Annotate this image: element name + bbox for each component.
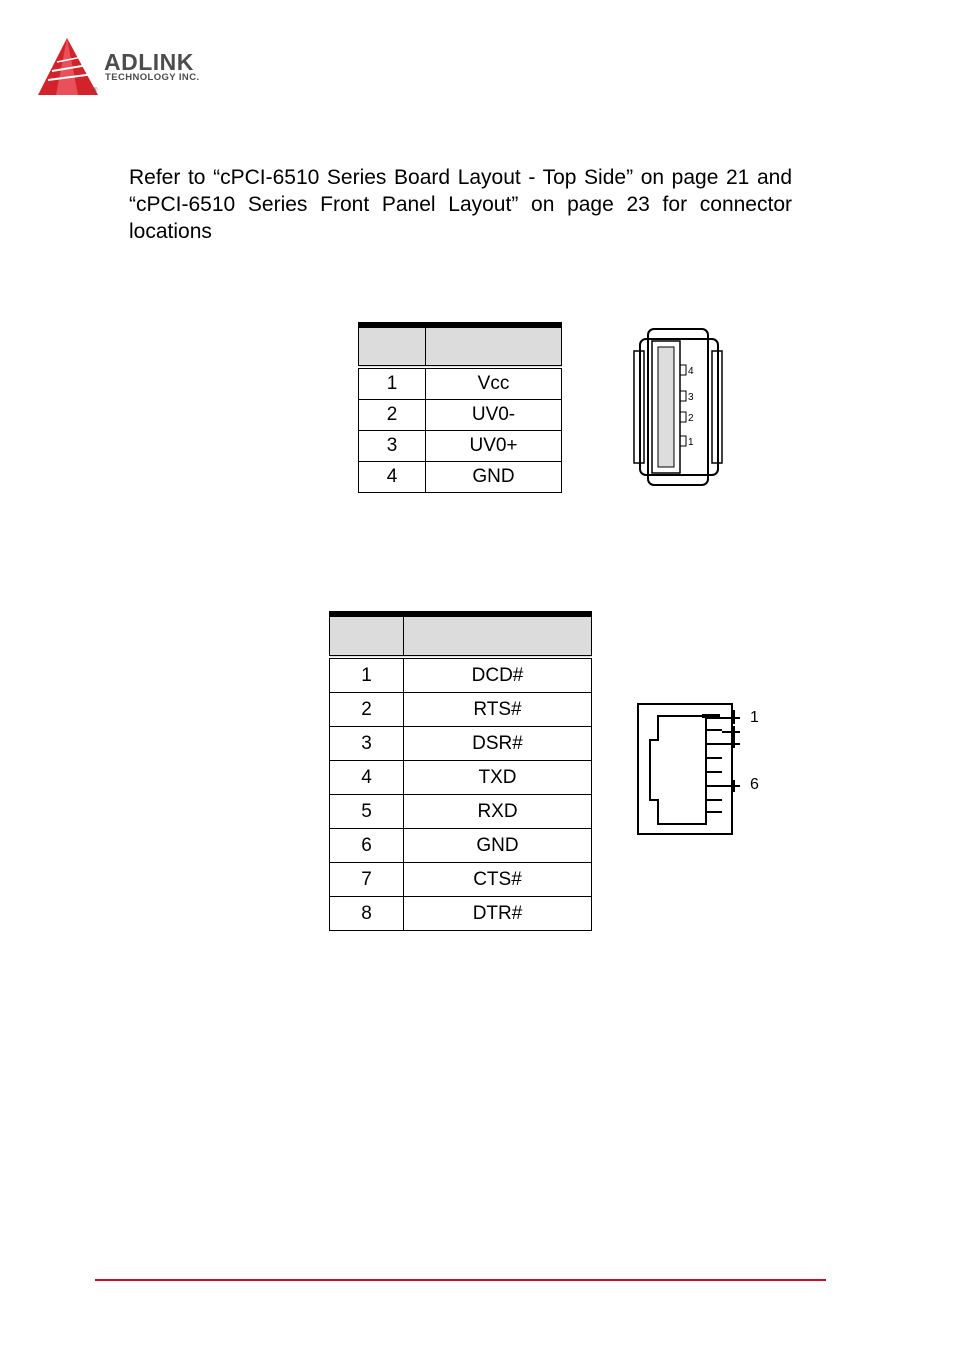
pin-cell: 1 [330, 657, 404, 693]
pin-cell: 7 [330, 863, 404, 897]
table-row [330, 897, 592, 931]
pin-cell: 8 [330, 897, 404, 931]
rj-connector-diagram [636, 700, 776, 840]
signal-cell: DSR# [404, 727, 592, 761]
pin-cell: 2 [330, 693, 404, 727]
com-pin-table [329, 611, 592, 931]
usb-pin-label: 4 [688, 366, 694, 377]
usb-pin-label: 3 [688, 392, 694, 403]
signal-header-cell [426, 325, 562, 367]
signal-cell: Vcc [426, 367, 562, 400]
table-row [330, 657, 592, 693]
logo-registered-mark: ® [93, 88, 98, 94]
rj-connector-icon [636, 700, 746, 840]
pin-cell: 1 [359, 367, 426, 400]
pin-header-cell [330, 614, 404, 657]
logo-subtitle: TECHNOLOGY INC. [105, 72, 200, 83]
pin-cell: 3 [359, 431, 426, 462]
intro-paragraph: Refer to “cPCI-6510 Series Board Layout - Top Side” on page 21 and “cPCI-6510 Series Front Panel Layout” on page 23 for connector locations [129, 166, 792, 243]
signal-cell: RXD [404, 795, 592, 829]
table-row [359, 462, 562, 493]
signal-cell: UV0+ [426, 431, 562, 462]
usb-pin-table [358, 322, 562, 493]
pin-cell: 4 [330, 761, 404, 795]
signal-cell: CTS# [404, 863, 592, 897]
table-row [359, 400, 562, 431]
footer-rule [95, 1279, 826, 1281]
table-row [359, 431, 562, 462]
adlink-logo [38, 38, 238, 98]
table-row [330, 795, 592, 829]
signal-cell: DTR# [404, 897, 592, 931]
pin-cell: 2 [359, 400, 426, 431]
table-row [330, 693, 592, 727]
logo-name: ADLINK [104, 49, 194, 75]
table-row [330, 727, 592, 761]
rj-pin-label-bottom: 6 [750, 776, 759, 793]
usb-connector-diagram [624, 323, 724, 491]
pin-cell: 3 [330, 727, 404, 761]
pin-cell: 5 [330, 795, 404, 829]
signal-cell: RTS# [404, 693, 592, 727]
signal-header-cell [404, 614, 592, 657]
rj-pin-label-top: 1 [750, 709, 759, 726]
table-row [330, 829, 592, 863]
adlink-triangle-icon [38, 38, 100, 98]
signal-cell: GND [404, 829, 592, 863]
pin-header-cell [359, 325, 426, 367]
table-row [359, 367, 562, 400]
table-header-row [330, 614, 592, 657]
table-header-row [359, 325, 562, 367]
table-row [330, 761, 592, 795]
usb-pin-label: 1 [688, 437, 694, 448]
table-row [330, 863, 592, 897]
signal-cell: TXD [404, 761, 592, 795]
signal-cell: DCD# [404, 657, 592, 693]
signal-cell: UV0- [426, 400, 562, 431]
pin-cell: 4 [359, 462, 426, 493]
pin-cell: 6 [330, 829, 404, 863]
usb-pin-label: 2 [688, 413, 694, 424]
signal-cell: GND [426, 462, 562, 493]
